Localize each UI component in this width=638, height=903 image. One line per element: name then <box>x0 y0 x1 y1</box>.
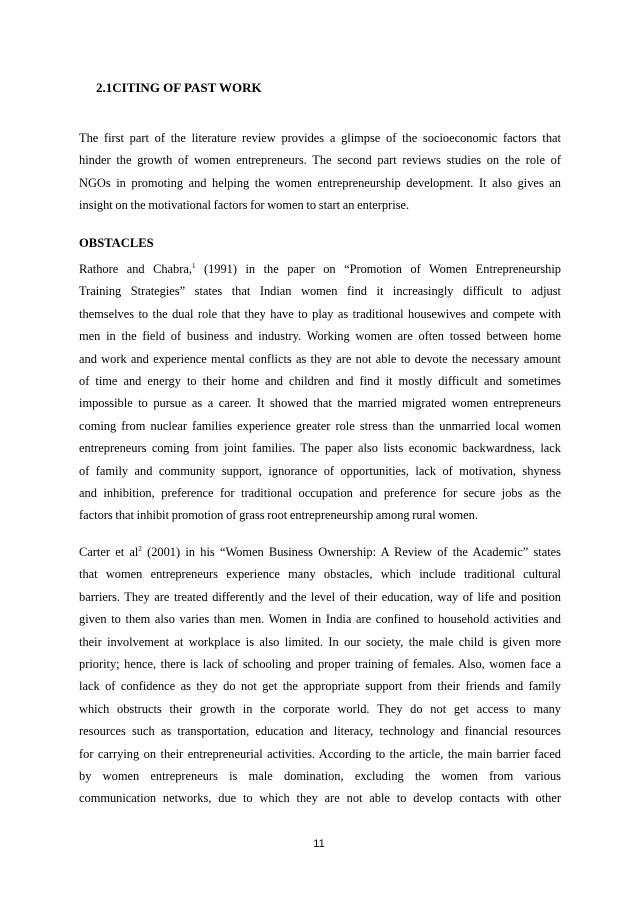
text-line: their involvement at workplace is also limited. In our society, the male child is given more <box>79 634 561 649</box>
text-line-first <box>79 258 561 280</box>
text-line: The first part of the literature review provides a glimpse of the socioeconomic factors that <box>79 131 561 145</box>
text-line: that women entrepreneurs experience many obstacles, which include traditional cultural <box>79 567 561 582</box>
section-title: 2.1CITING OF PAST WORK <box>96 80 262 95</box>
carter-paragraph <box>79 541 561 810</box>
rathore-paragraph <box>79 236 561 527</box>
text-line: coming from nuclear families experience greater role stress than the unmarried local women <box>79 418 561 433</box>
text-line: hinder the growth of women entrepreneurs. The second part reviews studies on the role of <box>79 153 561 168</box>
footnote-marker: 2 <box>138 544 142 553</box>
text-line: communication networks, due to which they are not able to develop contacts with other <box>79 791 561 806</box>
footnote-marker: 1 <box>191 261 196 270</box>
obstacles-heading: OBSTACLES <box>79 236 154 250</box>
text-line: NGOs in promoting and helping the women entrepreneurship development. It also gives an <box>79 175 561 190</box>
intro-paragraph <box>79 127 561 217</box>
text-line: Training Strategies” states that Indian women find it increasingly difficult to adjust <box>79 284 561 299</box>
text-line: of time and energy to their home and children and find it mostly difficult and sometimes <box>79 373 561 388</box>
text-line: of family and community support, ignorance of opportunities, lack of motivation, shyness <box>79 463 561 478</box>
page-number: 11 <box>313 838 325 850</box>
text-line: resources such as transportation, education and literacy, technology and financial resources <box>79 724 561 739</box>
text-line: factors that inhibit promotion of grass root entrepreneurship among rural women. <box>79 508 478 523</box>
text-line: themselves to the dual role that they have to play as traditional housewives and compete with <box>79 306 561 321</box>
text-line: entrepreneurs coming from joint families. The paper also lists economic backwardness, lack <box>79 441 561 456</box>
text-line: for carrying on their entrepreneurial activities. According to the article, the main barrier faced <box>79 746 561 761</box>
text-line: by women entrepreneurs is male domination, excluding the women from various <box>79 768 561 783</box>
text-line: priority; hence, there is lack of schooling and proper training of females. Also, women face a <box>79 656 561 671</box>
text-line: impossible to pursue as a career. It showed that the married migrated women entrepreneurs <box>79 396 561 411</box>
text-line: men in the field of business and industry. Working women are often tossed between home <box>79 329 561 344</box>
citation-text: (2001) in his “Women Business Ownership: A Review of the Academic” states <box>141 545 561 559</box>
text-line: barriers. They are treated differently and the level of their education, way of life and position <box>79 589 561 604</box>
text-line-first <box>79 541 561 563</box>
text-line: which obstructs their growth in the corporate world. They do not get access to many <box>79 701 561 716</box>
text-line: given to them also varies than men. Women in India are confined to household activities and <box>79 612 561 627</box>
text-line: insight on the motivational factors for women to start an enterprise. <box>79 198 410 213</box>
citation-author: Carter et al <box>79 545 139 559</box>
text-line: and work and experience mental conflicts as they are not able to devote the necessary amount <box>79 351 561 366</box>
text-line: and inhibition, preference for traditional occupation and preference for secure jobs as the <box>79 485 561 500</box>
text-line: lack of confidence as they do not get the appropriate support from their friends and family <box>79 679 561 694</box>
citation-text: (1991) in the paper on “Promotion of Women Entrepreneurship <box>195 262 561 276</box>
citation-author: Rathore and Chabra, <box>79 262 192 276</box>
